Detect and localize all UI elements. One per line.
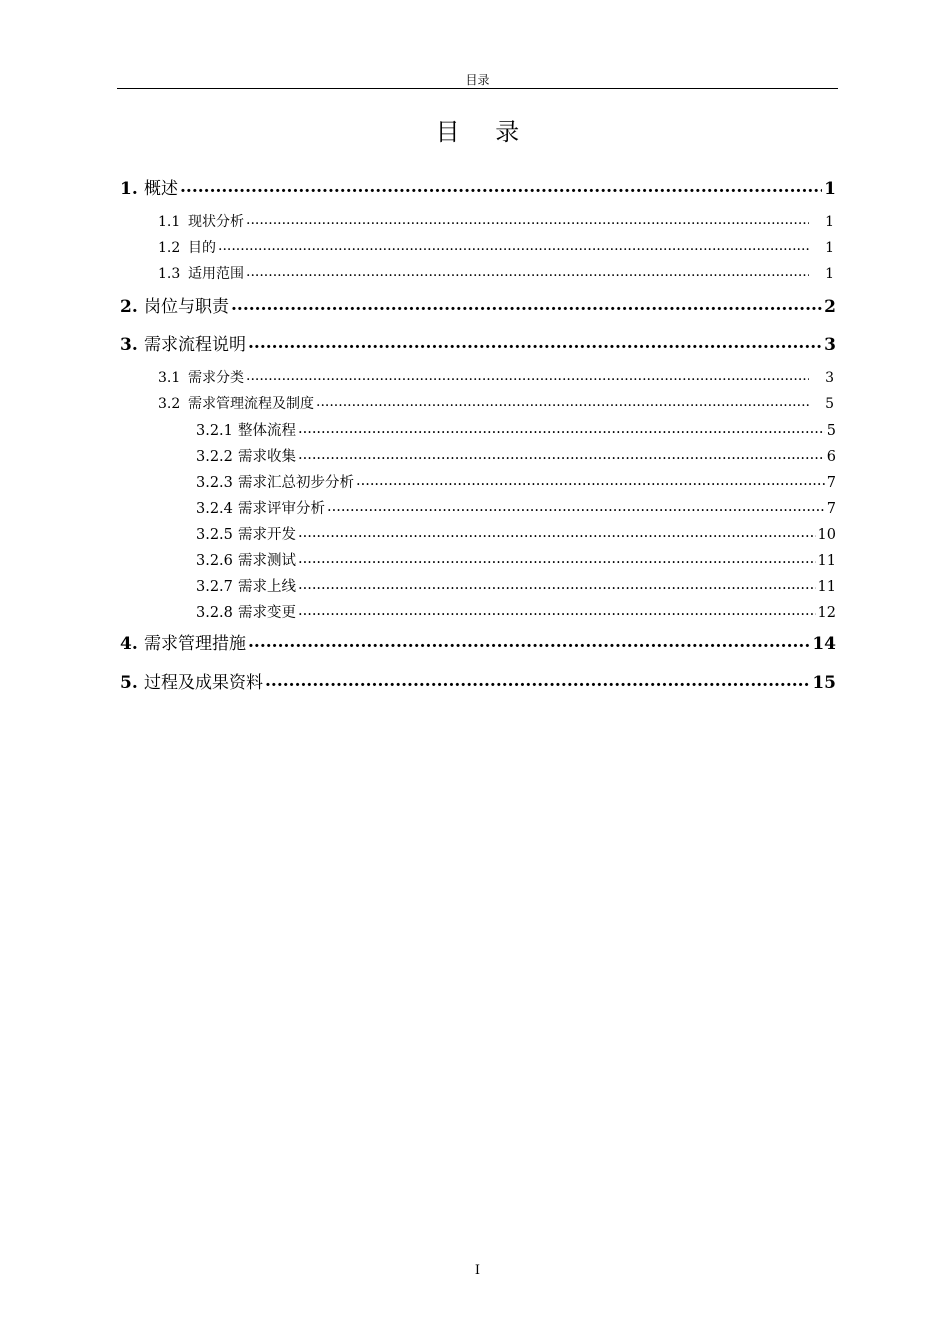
toc-entry-label: 适用范围 (188, 266, 244, 282)
toc-entry-label: 需求分类 (188, 370, 244, 386)
toc-entry-3-2-8[interactable] (196, 601, 836, 622)
toc-entry-page: 15 (812, 673, 836, 693)
dot-leader (248, 632, 810, 649)
toc-entry-1[interactable] (120, 174, 836, 199)
toc-entry-number: 1. (120, 179, 138, 199)
toc-entry-page: 5 (825, 396, 834, 412)
toc-entry-label: 需求评审分析 (238, 501, 325, 517)
toc-entry-page: 2 (824, 297, 836, 317)
toc-entry-number: 3.2.1 (196, 423, 233, 439)
toc-entry-label: 岗位与职责 (144, 297, 229, 317)
toc-entry-number: 3.2.6 (196, 553, 233, 569)
toc-entry-label: 整体流程 (238, 423, 296, 439)
dot-leader (298, 525, 816, 540)
toc-entry-page: 7 (826, 501, 836, 517)
toc-entry-label: 需求收集 (238, 449, 296, 465)
toc-entry-3-2[interactable] (158, 393, 834, 413)
toc-entry-page: 6 (826, 449, 836, 465)
toc-entry-label: 目的 (188, 240, 216, 256)
toc-entry-page: 7 (826, 475, 836, 491)
toc-entry-1-3[interactable] (158, 263, 834, 283)
dot-leader (298, 551, 816, 566)
toc-entry-number: 3.2.7 (196, 579, 233, 595)
toc-entry-number: 3.2.4 (196, 501, 233, 517)
toc-entry-3-2-6[interactable] (196, 549, 836, 570)
toc-entry-label: 需求流程说明 (144, 335, 246, 355)
toc-entry-label: 需求开发 (238, 527, 296, 543)
toc-entry-page: 5 (826, 423, 836, 439)
toc-entry-label: 过程及成果资料 (144, 673, 263, 693)
toc-entry-page: 3 (824, 335, 836, 355)
toc-entry-number: 3.2 (158, 396, 181, 412)
toc-entry-label: 需求汇总初步分析 (238, 475, 354, 491)
toc-entry-label: 需求测试 (238, 553, 296, 569)
dot-leader (180, 177, 822, 194)
toc-entry-1-1[interactable] (158, 211, 834, 231)
page-number: I (474, 1263, 481, 1278)
toc-entry-1-2[interactable] (158, 237, 834, 257)
dot-leader (246, 368, 809, 382)
toc-entry-page: 3 (825, 370, 834, 386)
toc-entry-number: 2. (120, 297, 138, 317)
toc-entry-2[interactable] (120, 292, 836, 317)
toc-entry-number: 5. (120, 673, 138, 693)
toc-title: 目 录 (435, 118, 534, 146)
toc-entry-number: 3.2.5 (196, 527, 233, 543)
dot-leader (246, 212, 809, 226)
toc-entry-number: 3. (120, 335, 138, 355)
toc-entry-label: 需求管理流程及制度 (188, 396, 314, 412)
toc-entry-number: 3.2.2 (196, 449, 233, 465)
toc-entry-label: 概述 (144, 179, 178, 199)
dot-leader (231, 295, 822, 312)
toc-entry-page: 10 (817, 527, 836, 543)
toc-entry-page: 1 (825, 214, 834, 230)
header-rule (117, 88, 838, 89)
toc-entry-page: 12 (817, 605, 836, 621)
toc-entry-label: 需求上线 (238, 579, 296, 595)
dot-leader (327, 499, 825, 514)
toc-entry-5[interactable] (120, 668, 836, 693)
toc-entry-label: 需求管理措施 (144, 634, 246, 654)
toc-entry-3-2-3[interactable] (196, 471, 836, 492)
toc-entry-3-2-5[interactable] (196, 523, 836, 544)
toc-entry-page: 1 (824, 179, 836, 199)
toc-entry-3-2-2[interactable] (196, 445, 836, 466)
running-header: 目录 (465, 73, 490, 87)
dot-leader (356, 473, 825, 488)
toc-entry-4[interactable] (120, 629, 836, 654)
dot-leader (298, 447, 825, 462)
toc-entry-number: 1.2 (158, 240, 181, 256)
toc-entry-3-2-1[interactable] (196, 419, 836, 440)
dot-leader (316, 394, 809, 408)
toc-entry-label: 现状分析 (188, 214, 244, 230)
dot-leader (248, 333, 822, 350)
toc-entry-number: 3.2.3 (196, 475, 233, 491)
toc-entry-3-2-4[interactable] (196, 497, 836, 518)
dot-leader (246, 264, 809, 278)
toc-entry-3-2-7[interactable] (196, 575, 836, 596)
toc-entry-page: 11 (817, 579, 836, 595)
toc-entry-number: 1.3 (158, 266, 181, 282)
dot-leader (298, 421, 825, 436)
dot-leader (298, 603, 816, 618)
toc-entry-number: 3.2.8 (196, 605, 233, 621)
toc-entry-3[interactable] (120, 330, 836, 355)
toc-entry-number: 4. (120, 634, 138, 654)
toc-entry-page: 1 (825, 240, 834, 256)
toc-entry-number: 1.1 (158, 214, 181, 230)
toc-entry-3-1[interactable] (158, 367, 834, 387)
dot-leader (218, 238, 809, 252)
dot-leader (265, 671, 810, 688)
toc-entry-page: 14 (812, 634, 836, 654)
toc-entry-page: 1 (825, 266, 834, 282)
toc-entry-label: 需求变更 (238, 605, 296, 621)
toc-entry-number: 3.1 (158, 370, 181, 386)
dot-leader (298, 577, 816, 592)
toc-entry-page: 11 (817, 553, 836, 569)
